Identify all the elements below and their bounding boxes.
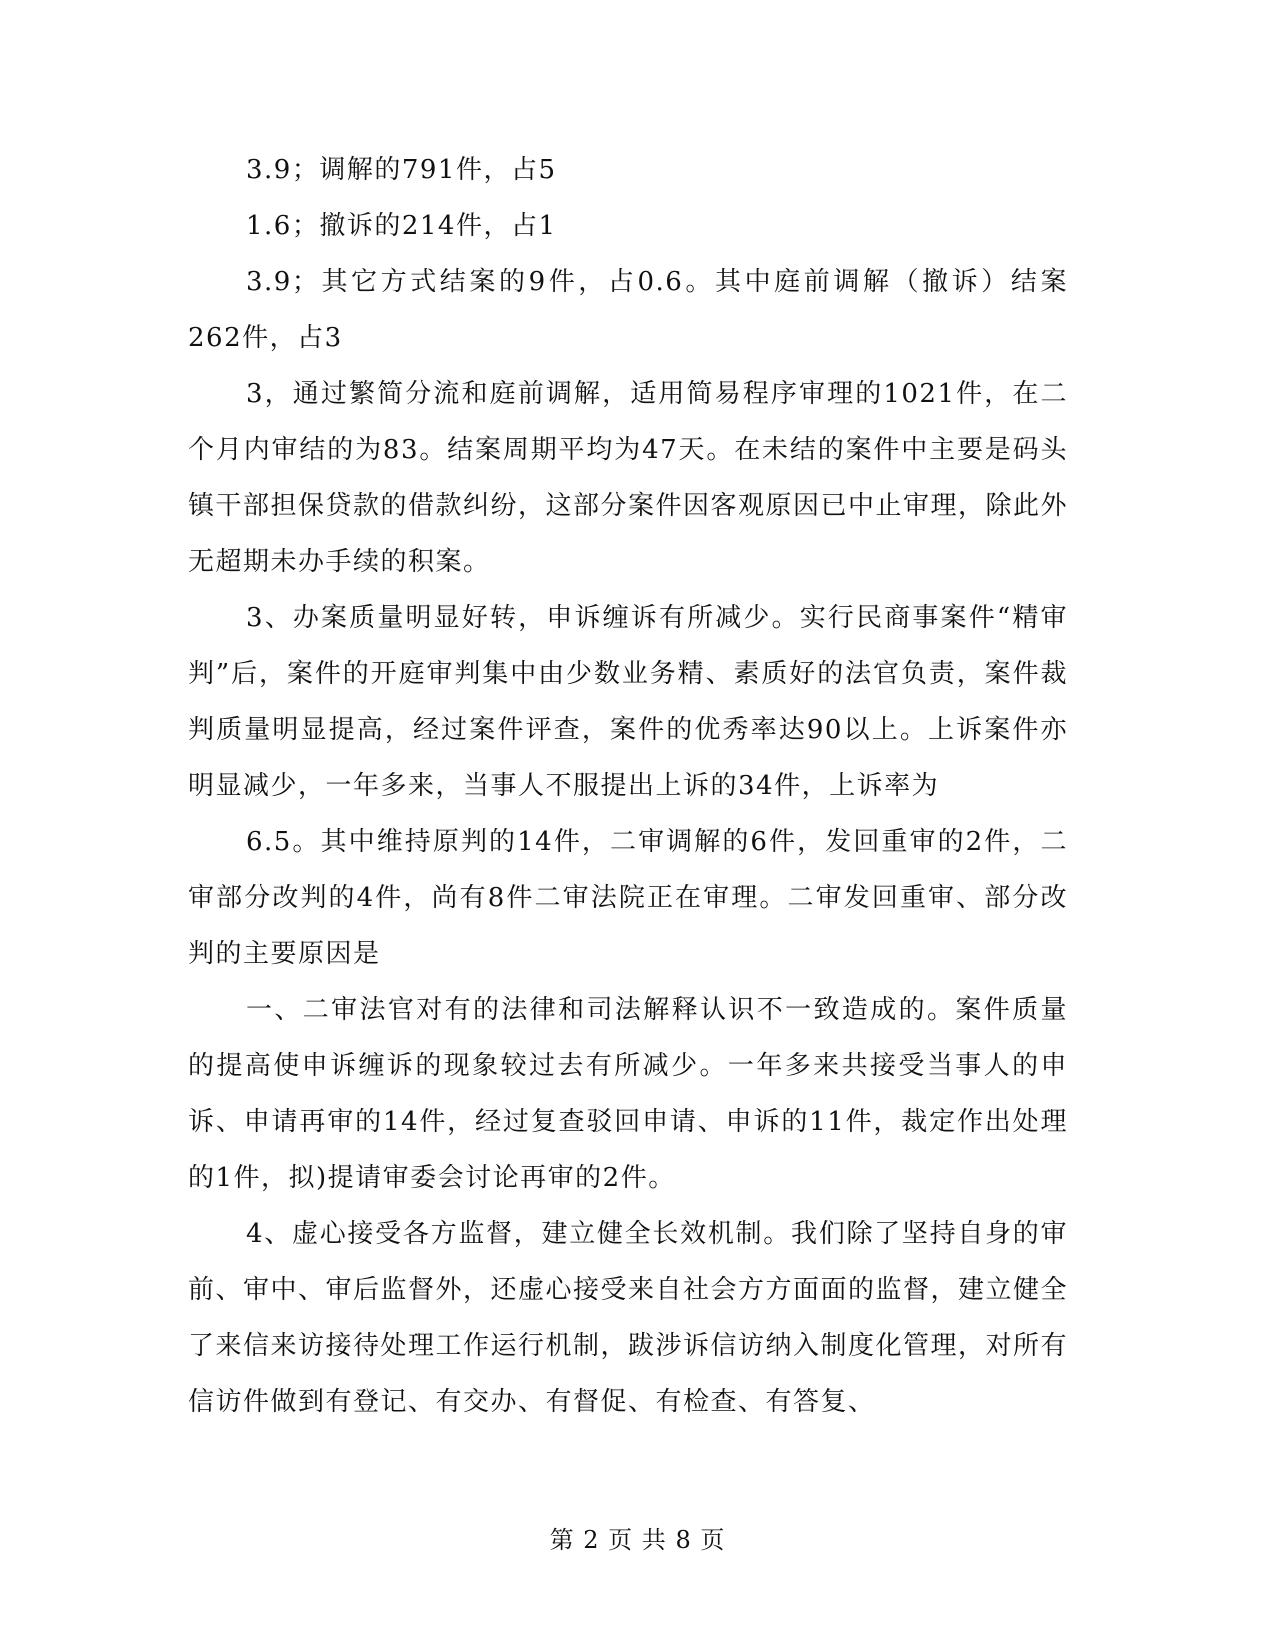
paragraph-4: 3，通过繁简分流和庭前调解，适用简易程序审理的1021件，在二个月内审结的为83。结案周期平均为47天。在未结的案件中主要是码头镇干部担保贷款的借款纠纷，这部分案件因客观原因已中止审理，除此外无超期未办手续的积案。 xyxy=(188,379,1069,577)
paragraph-1: 3.9；调解的791件，占5 xyxy=(246,155,557,185)
paragraph-8: 4、虚心接受各方监督，建立健全长效机制。我们除了坚持自身的审前、审中、审后监督外，还虚心接受来自社会方方面面的监督，建立健全了来信来访接待处理工作运行机制，跋涉诉信访纳入制度化管理，对所有信访件做到有登记、有交办、有督促、有检查、有答复、 xyxy=(188,1219,1069,1417)
page-number-text: 第 2 页 共 8 页 xyxy=(549,1526,726,1554)
document-body xyxy=(188,142,1068,1430)
page-footer xyxy=(0,1520,1275,1555)
paragraph-6: 6.5。其中维持原判的14件，二审调解的6件，发回重审的2件，二审部分改判的4件，尚有8件二审法院正在审理。二审发回重审、部分改判的主要原因是 xyxy=(188,827,1068,969)
paragraph-5: 3、办案质量明显好转，申诉缠诉有所减少。实行民商事案件“精审判”后，案件的开庭审判集中由少数业务精、素质好的法官负责，案件裁判质量明显提高，经过案件评查，案件的优秀率达90以上。上诉案件亦明显减少，一年多来，当事人不服提出上诉的34件，上诉率为 xyxy=(188,603,1068,801)
paragraph-3: 3.9；其它方式结案的9件，占0.6。其中庭前调解（撤诉）结案262件，占3 xyxy=(188,267,1068,353)
paragraph-7: 一、二审法官对有的法律和司法解释认识不一致造成的。案件质量的提高使申诉缠诉的现象较过去有所减少。一年多来共接受当事人的申诉、申请再审的14件，经过复查驳回申请、申诉的11件，裁定作出处理的1件，拟)提请审委会讨论再审的2件。 xyxy=(188,995,1068,1193)
paragraph-2: 1.6；撤诉的214件，占1 xyxy=(246,211,557,241)
